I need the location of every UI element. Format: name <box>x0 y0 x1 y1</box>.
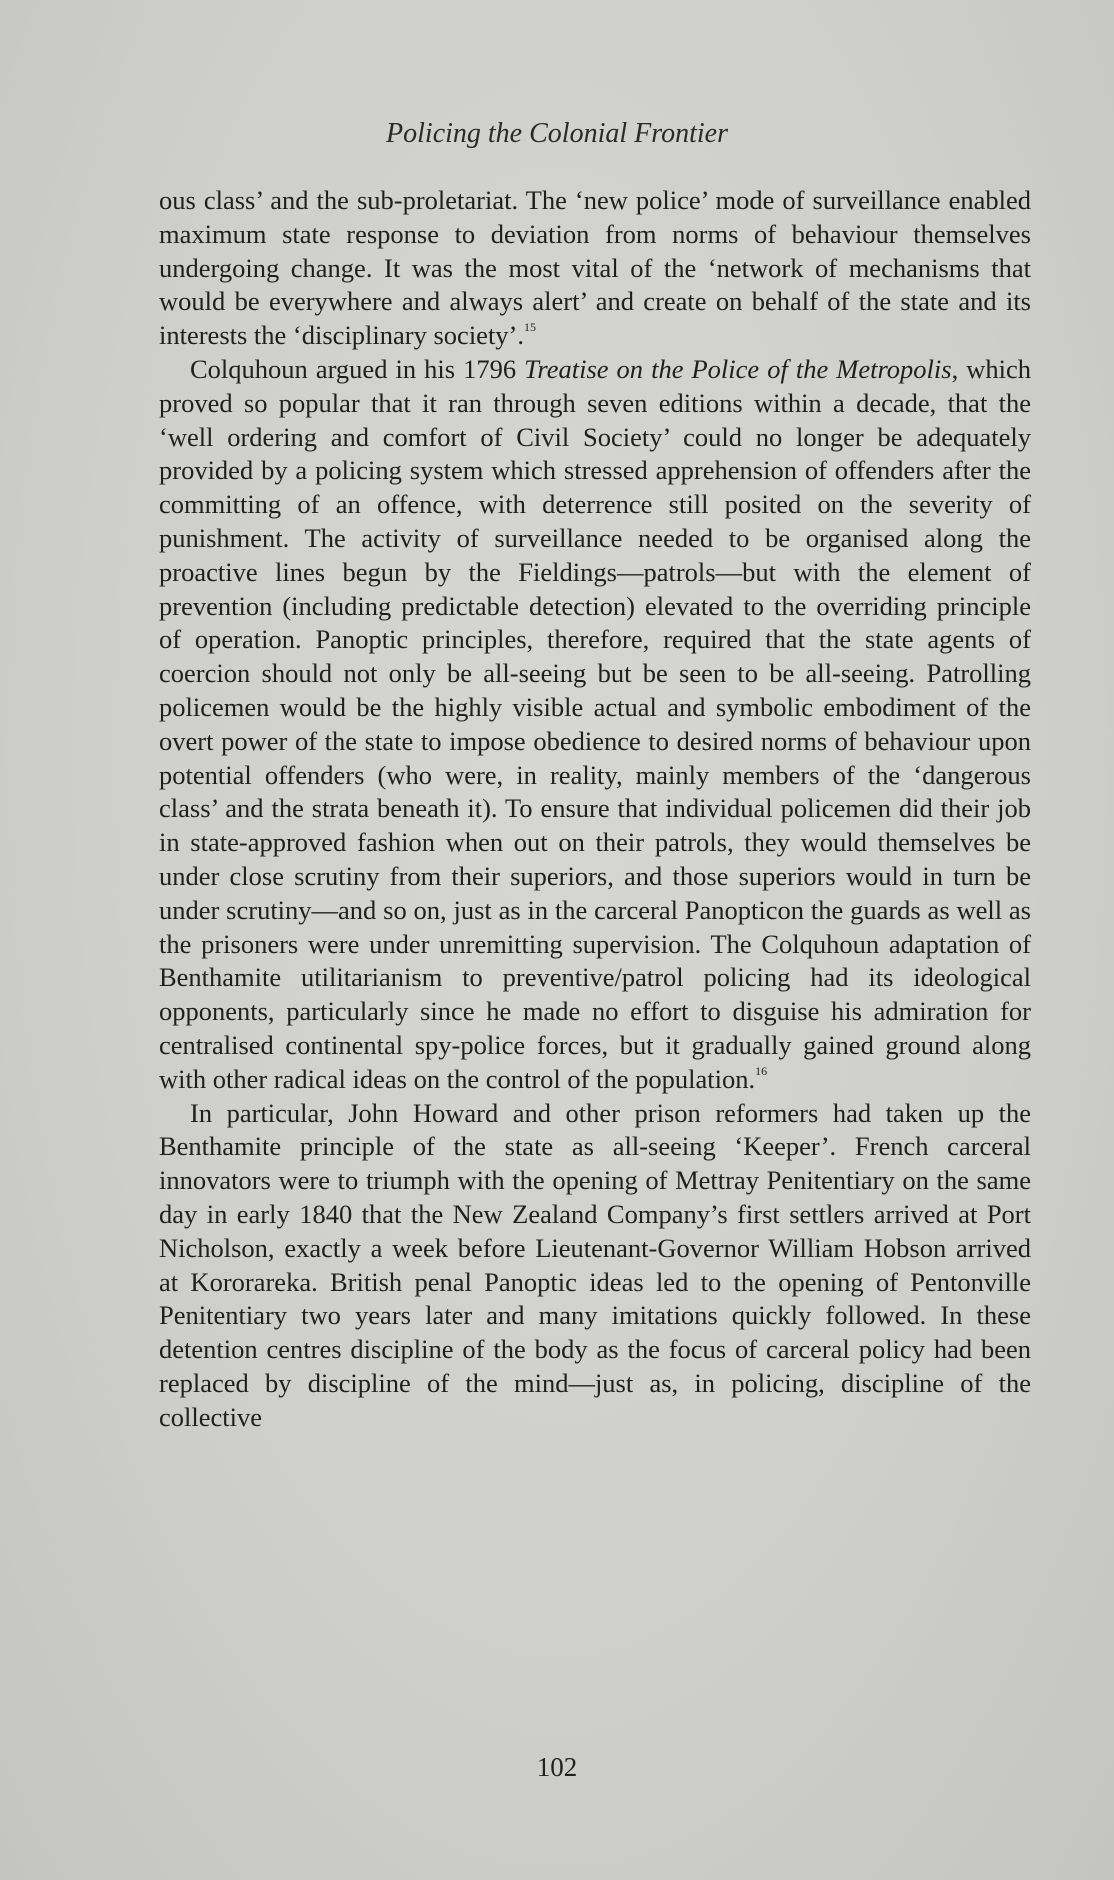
paragraph-2-text-rest: , which proved so popular that it ran through seven editions within a decade, that the ‘well ordering and comfort of Civil Society’ could no longer be adequately provided by a policing system which stressed apprehension of offenders after the committing of an offence, with deterrence still posited on the severity of punishment. The activity of surveillance needed to be organised along the proactive lines begun by the Fieldings—patrols—but with the element of prevention (including predictable detection) elevated to the overriding principle of operation. Panoptic principles, therefore, required that the state agents of coercion should not only be all-seeing but be seen to be all-seeing. Patrolling policemen would be the highly visible actual and symbolic embodiment of the overt power of the state to impose obedience to desired norms of behaviour upon potential offenders (who were, in reality, mainly members of the ‘dangerous class’ and the strata beneath it). To ensure that individual policemen did their job in state-approved fashion when out on their patrols, they would themselves be under close scrutiny from their superiors, and those superiors would in turn be under scrutiny—and so on, just as in the carceral Panopticon the guards as well as the prisoners were under unremitting supervision. The Colquhoun adaptation of Benthamite utilitarianism to preventive/patrol policing had its ideological opponents, particularly since he made no effort to disguise his admiration for centralised continental spy-police forces, but it gradually gained ground along with other radical ideas on the control of the population. <box>159 353 1031 1094</box>
footnote-ref-15: 15 <box>524 320 537 335</box>
footnote-ref-16: 16 <box>755 1063 768 1078</box>
book-title-treatise: Treatise on the Police of the Metropolis <box>524 353 952 384</box>
paragraph-2 <box>159 353 1031 1097</box>
paragraph-1-text: ous class’ and the sub-proletariat. The ‘new police’ mode of surveillance enabled maximum state response to deviation from norms of behaviour themselves undergoing change. It was the most vital of the ‘network of mechanisms that would be everywhere and always alert’ and create on behalf of the state and its interests the ‘disciplinary society’. <box>159 185 1031 351</box>
paragraph-3 <box>159 1097 1031 1435</box>
paragraph-2-text-start: Colquhoun argued in his 1796 <box>190 353 525 384</box>
running-title: Policing the Colonial Frontier <box>386 118 728 149</box>
page-number: 102 <box>536 1752 578 1782</box>
paragraph-1 <box>159 184 1031 353</box>
body-text <box>159 184 1031 1434</box>
paragraph-3-text: In particular, John Howard and other prison reformers had taken up the Benthamite principle of the state as all-seeing ‘Keeper’. French carceral innovators were to triumph with the opening of Mettray Penitentiary on the same day in early 1840 that the New Zealand Company’s first settlers arrived at Port Nicholson, exactly a week before Lieutenant-Governor William Hobson arrived at Kororareka. British penal Panoptic ideas led to the opening of Pentonville Penitentiary two years later and many imitations quickly followed. In these detention centres discipline of the body as the focus of carceral policy had been replaced by discipline of the mind—just as, in policing, discipline of the collective <box>159 1097 1031 1432</box>
